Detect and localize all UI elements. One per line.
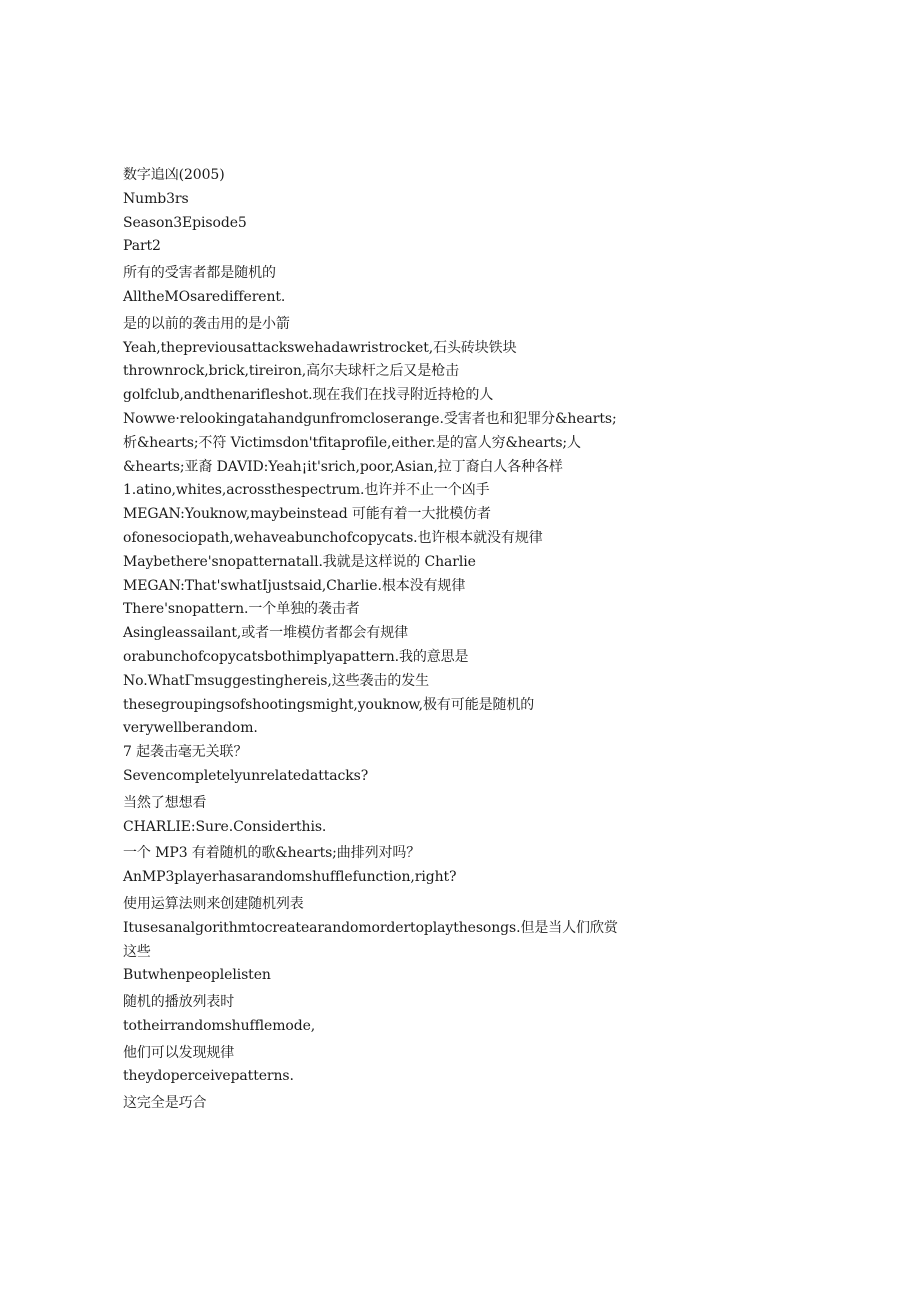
- text-line: thesegroupingsofshootingsmight,youknow,极有可能是随机的: [123, 696, 535, 713]
- text-line: 是的以前的袭击用的是小箭: [123, 315, 290, 332]
- text-line: thrownrock,brick,tireiron,高尔夫球杆之后又是枪击: [123, 363, 460, 380]
- text-line: Season3Episode5: [123, 214, 247, 231]
- text-line: Asingleassailant,或者一堆模仿者都会有规律: [123, 625, 409, 642]
- text-line: Part2: [123, 238, 161, 255]
- text-line: golfclub,andthenarifleshot.现在我们在找寻附近持枪的人: [123, 387, 494, 404]
- text-line: 使用运算法则来创建随机列表: [123, 895, 304, 912]
- text-line: 当然了想想看: [123, 794, 207, 811]
- text-line: AnMP3playerhasarandomshufflefunction,right?: [123, 869, 457, 886]
- text-line: Nowwe·relookingatahandgunfromcloserange.受害者也和犯罪分&hearts;: [123, 410, 617, 427]
- text-line: Sevencompletelyunrelatedattacks?: [123, 767, 369, 784]
- text-line: MEGAN:Youknow,maybeinstead 可能有着一大批模仿者: [123, 506, 491, 523]
- text-line: verywellberandom.: [123, 720, 258, 737]
- text-line: theydoperceivepatterns.: [123, 1068, 294, 1085]
- text-line: No.WhatΓmsuggestinghereis,这些袭击的发生: [123, 672, 430, 689]
- text-line: &hearts;亚裔 DAVID:Yeah¡it'srich,poor,Asian,拉丁裔白人各种各样: [123, 458, 563, 475]
- text-line: Maybethere'snopatternatall.我就是这样说的 Charlie: [123, 553, 476, 570]
- text-line: 所有的受害者都是随机的: [123, 265, 276, 282]
- subtitle-transcript: [123, 164, 623, 1116]
- text-line: 析&hearts;不符 Victimsdon'tfitaprofile,either.是的富人穷&hearts;人: [123, 434, 581, 451]
- text-line: Yeah,thepreviousattackswehadawristrocket,石头砖块铁块: [123, 339, 517, 356]
- text-line: 这完全是巧合: [123, 1095, 207, 1112]
- text-line: 一个 MP3 有着随机的歌&hearts;曲排列对吗？: [123, 845, 421, 862]
- text-line: 1.atino,whites,acrossthespectrum.也许并不止一个凶手: [123, 482, 490, 499]
- text-line: 他们可以发现规律: [123, 1044, 235, 1061]
- text-line: 这些: [123, 943, 151, 960]
- text-line: CHARLIE:Sure.Considerthis.: [123, 818, 327, 835]
- text-line: Butwhenpeoplelisten: [123, 967, 271, 984]
- text-line: 随机的播放列表时: [123, 994, 235, 1011]
- text-line: Numb3rs: [123, 190, 189, 207]
- text-line: ofonesociopath,wehaveabunchofcopycats.也许根本就没有规律: [123, 529, 543, 546]
- text-line: AlltheMOsaredifferent.: [123, 288, 286, 305]
- text-line: 7 起袭击毫无关联？: [123, 744, 248, 761]
- text-line: MEGAN:That'swhatIjustsaid,Charlie.根本没有规律: [123, 577, 466, 594]
- text-line: Itusesanalgorithmtocreatearandomordertoplaythesongs.但是当人们欣赏: [123, 919, 618, 936]
- text-line: 数字追凶(2005): [123, 167, 225, 183]
- text-line: There'snopattern.一个单独的袭击者: [123, 601, 360, 618]
- text-line: totheirrandomshufflemode,: [123, 1017, 316, 1034]
- text-line: orabunchofcopycatsbothimplyapattern.我的意思是: [123, 648, 469, 665]
